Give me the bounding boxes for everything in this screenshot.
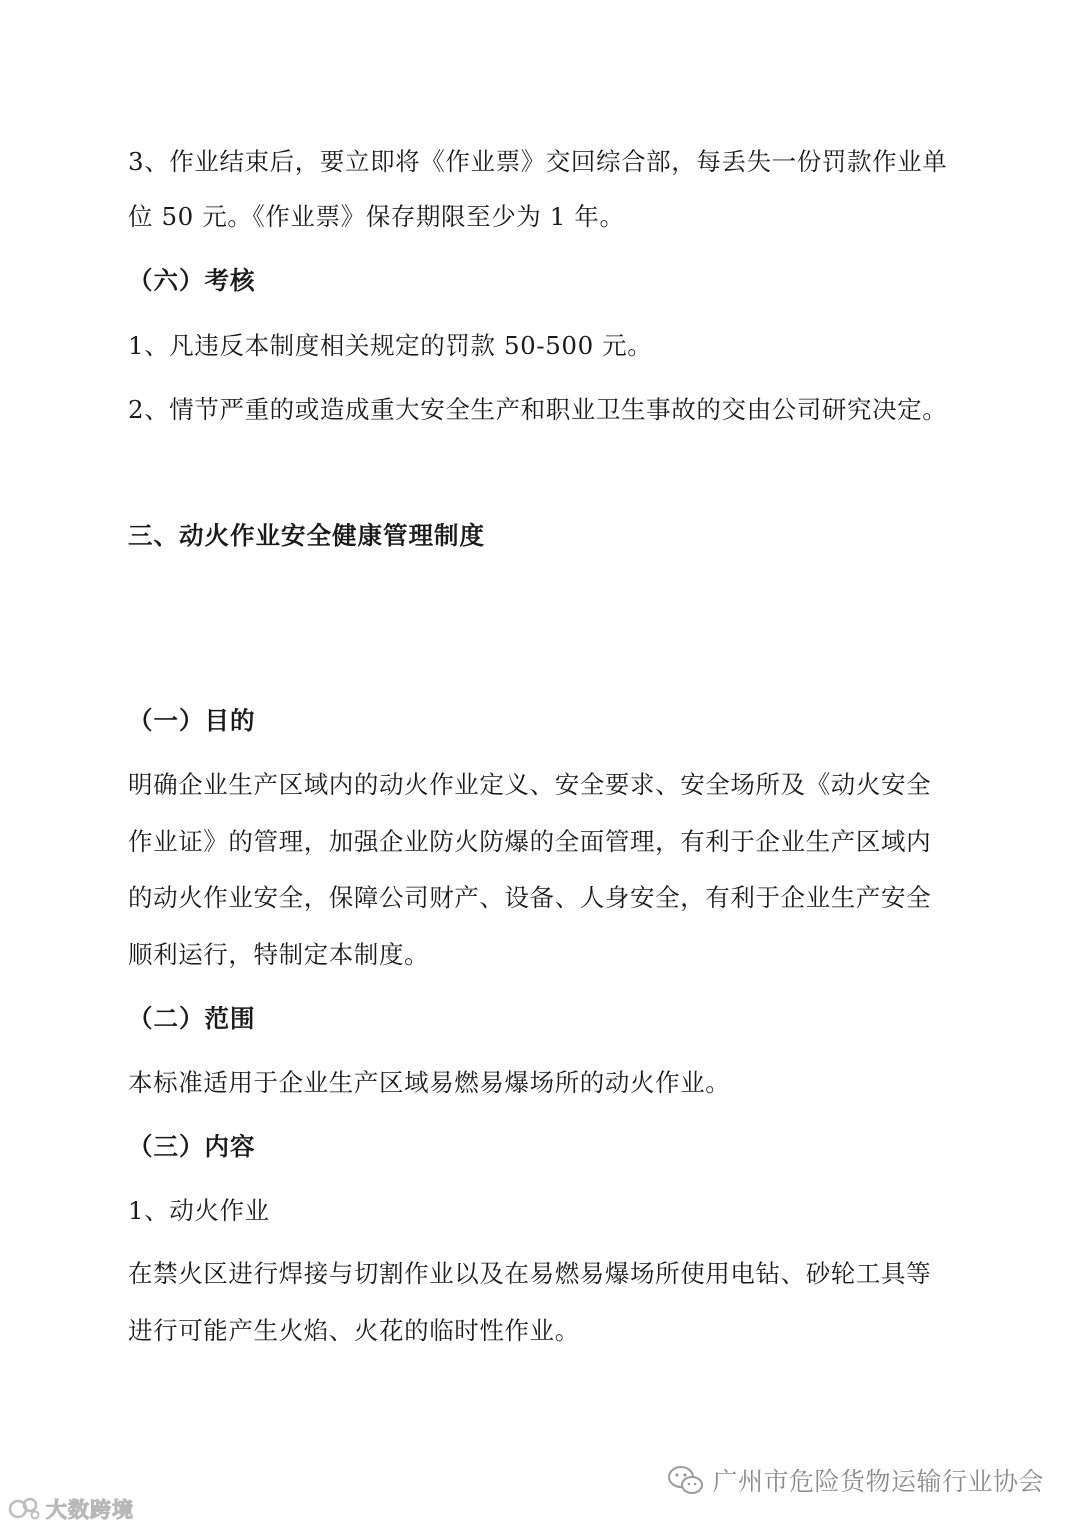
paragraph-line: 2、情节严重的或造成重大安全生产和职业卫生事故的交由公司研究决定。 [128,395,948,424]
paragraph-line: 的动火作业安全，保障公司财产、设备、人身安全，有利于企业生产安全 [128,883,932,912]
source-watermark [666,1462,1044,1498]
section-heading: （一）目的 [128,706,256,735]
chapter-heading: 三、动火作业安全健康管理制度 [128,521,485,550]
paragraph-line: 明确企业生产区域内的动火作业定义、安全要求、安全场所及《动火安全 [128,770,932,799]
subsection-title: 1、动火作业 [128,1196,270,1225]
paragraph-line: 1、凡违反本制度相关规定的罚款 50-500 元。 [128,331,653,360]
brand-watermark [8,1494,134,1524]
brand-name: 大数跨境 [46,1498,134,1522]
paragraph-line: 顺利运行，特制定本制度。 [128,940,430,969]
section-heading: （三）内容 [128,1132,256,1161]
source-name: 广州市危险货物运输行业协会 [712,1467,1044,1496]
wechat-icon [666,1463,706,1497]
paragraph-line: 作业证》的管理，加强企业防火防爆的全面管理，有利于企业生产区域内 [128,827,932,856]
section-heading: （二）范围 [128,1004,256,1033]
logo-icon [8,1496,42,1522]
paragraph-line: 本标准适用于企业生产区域易燃易爆场所的动火作业。 [128,1068,731,1097]
paragraph-line: 位 50 元。《作业票》保存期限至少为 1 年。 [128,202,625,231]
paragraph-line: 在禁火区进行焊接与切割作业以及在易燃易爆场所使用电钻、砂轮工具等 [128,1259,932,1288]
section-heading: （六）考核 [128,266,256,295]
paragraph-line: 进行可能产生火焰、火花的临时性作业。 [128,1316,580,1345]
paragraph-line: 3、作业结束后，要立即将《作业票》交回综合部，每丢失一份罚款作业单 [128,147,948,176]
